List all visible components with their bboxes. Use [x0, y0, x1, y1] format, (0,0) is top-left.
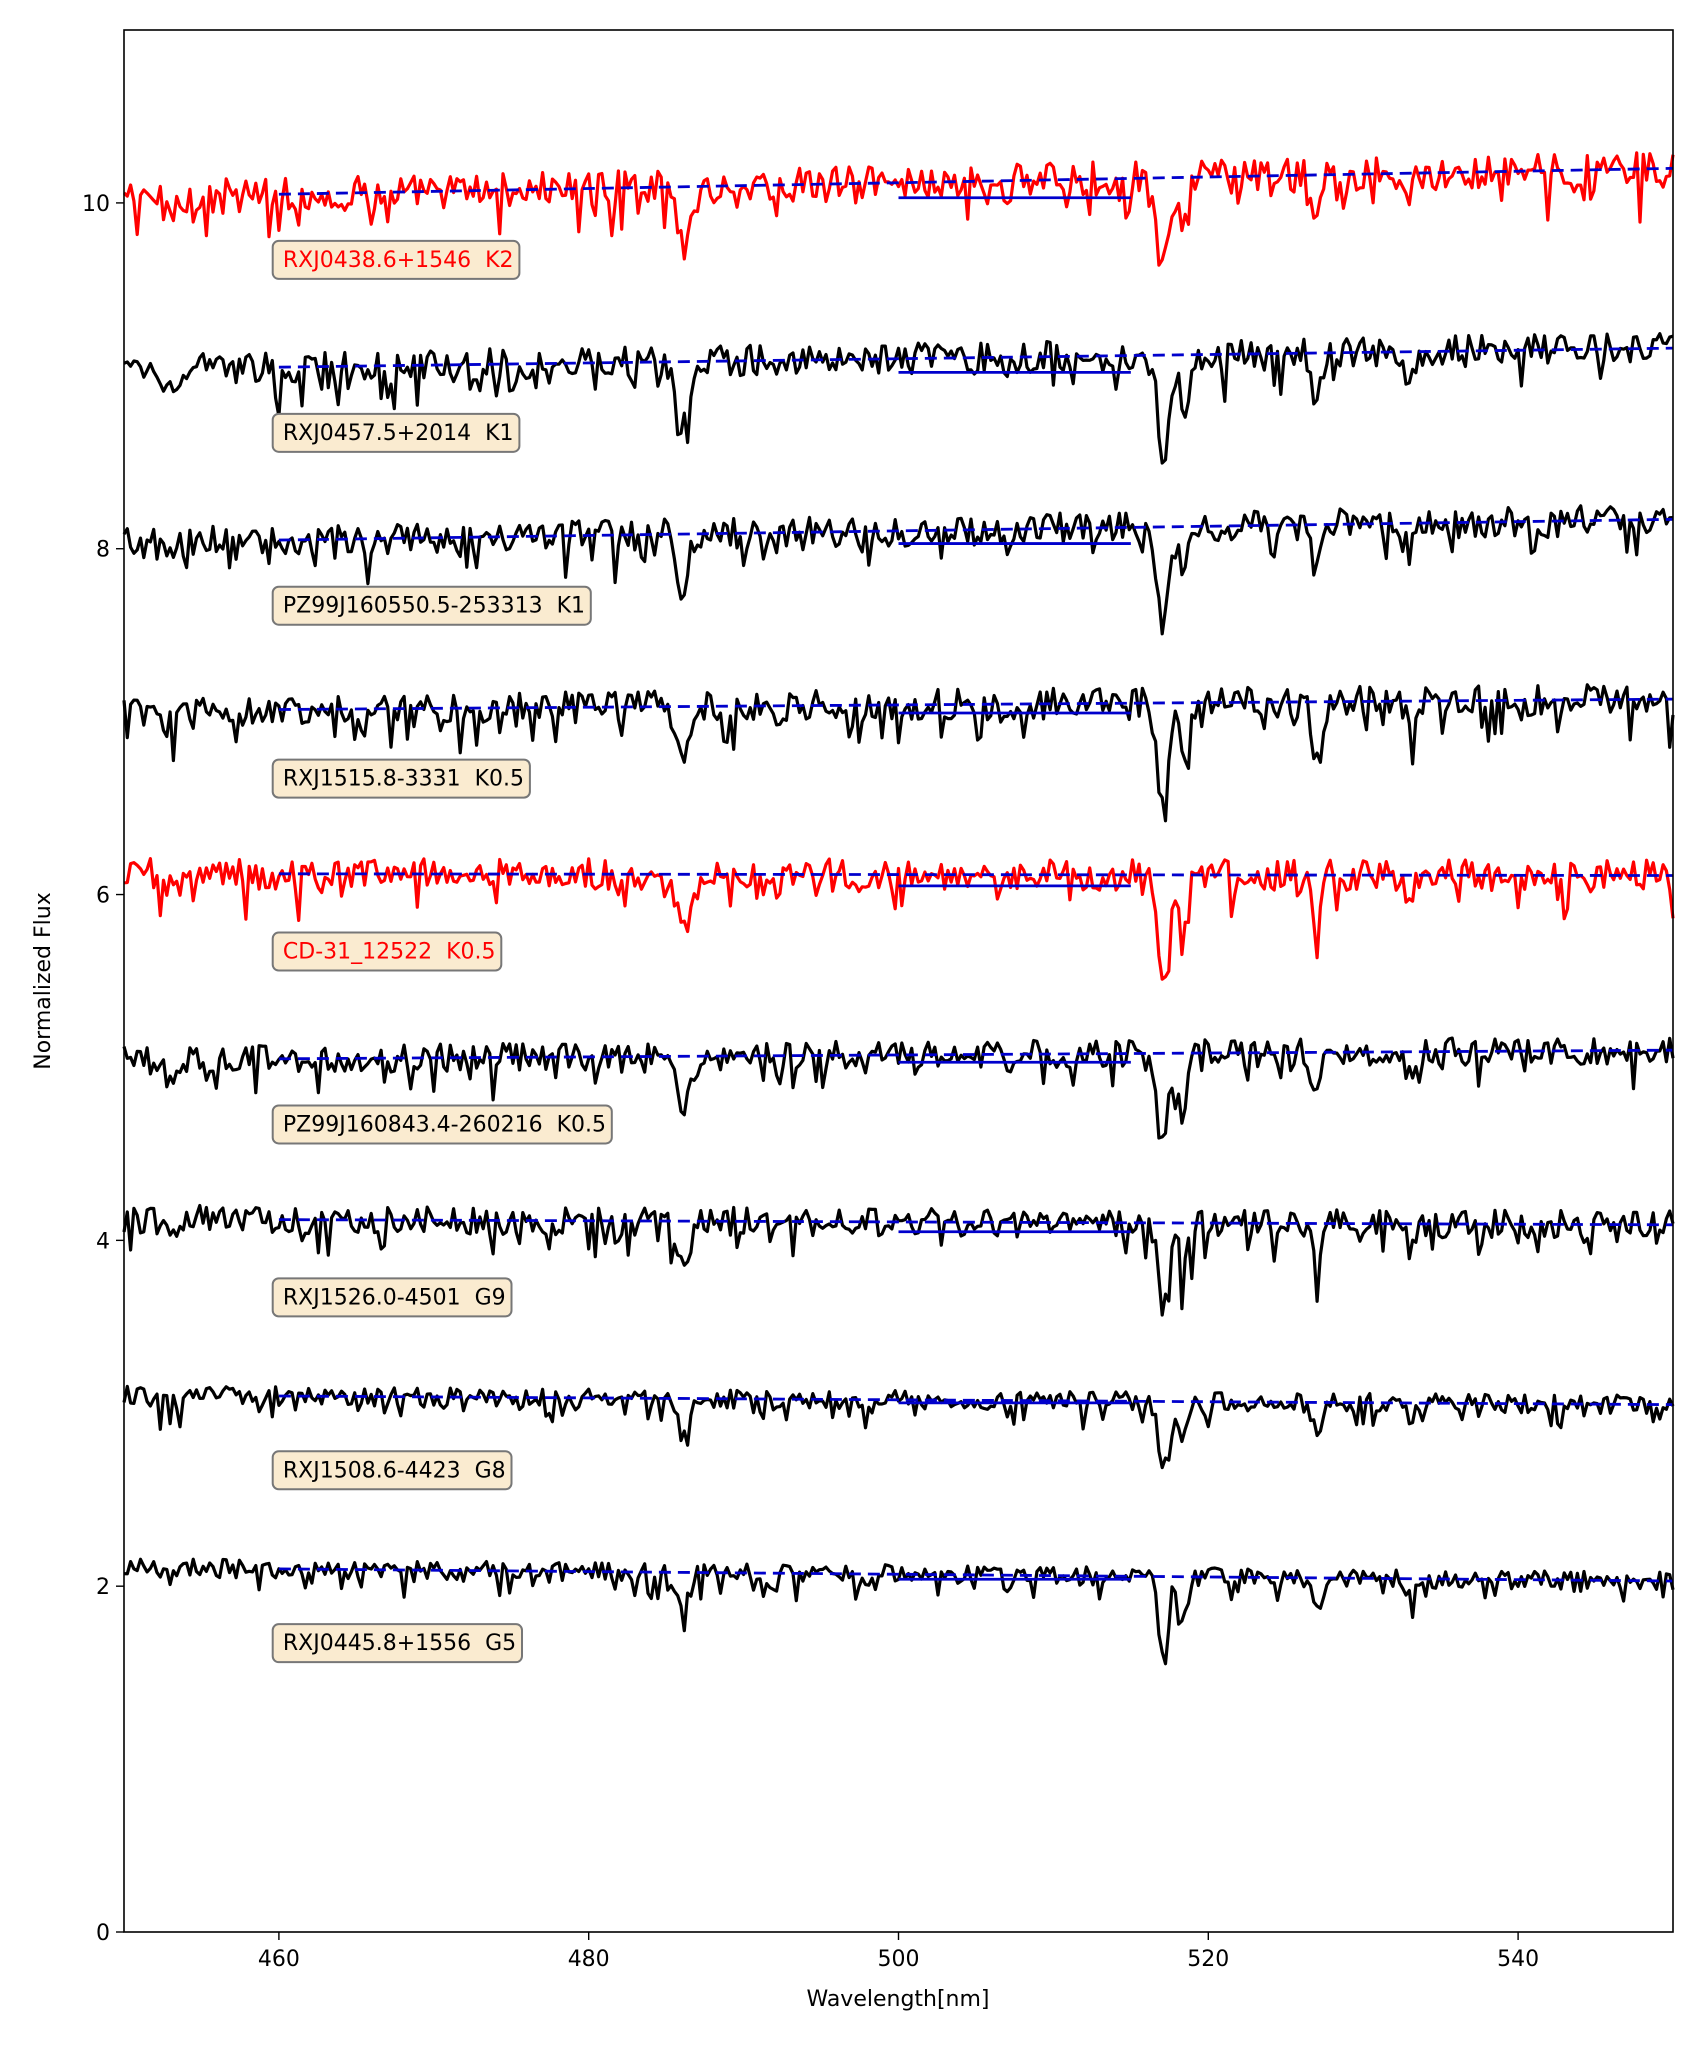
- series-label: [273, 760, 530, 798]
- series-label-text: RXJ0445.8+1556 G5: [282, 1631, 517, 1657]
- x-tick-label: 540: [1497, 1947, 1540, 1972]
- y-tick-label: 2: [96, 1575, 110, 1601]
- series-label-text: PZ99J160550.5-253313 K1: [282, 593, 586, 619]
- series-label: [273, 587, 591, 625]
- x-tick-label: 460: [257, 1947, 300, 1972]
- x-tick-label: 480: [567, 1947, 610, 1972]
- x-tick-label: 500: [877, 1947, 920, 1972]
- y-tick-label: 10: [82, 191, 110, 217]
- y-tick-label: 0: [96, 1921, 110, 1946]
- series-label-text: RXJ1515.8-3331 K0.5: [282, 766, 525, 792]
- series-label: [273, 933, 502, 971]
- y-tick-label: 4: [96, 1229, 110, 1255]
- series-label-text: RXJ0438.6+1546 K2: [282, 247, 514, 273]
- series-label: [273, 1624, 522, 1662]
- y-tick-label: 6: [96, 883, 110, 909]
- x-tick-label: 520: [1187, 1947, 1230, 1972]
- series-label: [273, 1105, 612, 1143]
- series-label: [273, 414, 520, 452]
- x-axis-title: Wavelength[nm]: [806, 1987, 990, 2012]
- series-label-text: PZ99J160843.4-260216 K0.5: [282, 1112, 607, 1138]
- series-label-text: RXJ1508.6-4423 G8: [282, 1458, 506, 1484]
- series-label-text: CD-31_12522 K0.5: [282, 939, 496, 965]
- series-label: [273, 241, 520, 279]
- series-label-text: RXJ0457.5+2014 K1: [282, 420, 514, 446]
- series-label: [273, 1451, 512, 1489]
- series-label: [273, 1278, 512, 1316]
- y-tick-label: 8: [96, 537, 110, 563]
- y-axis-title: Normalized Flux: [31, 892, 56, 1070]
- series-label-text: RXJ1526.0-4501 G9: [282, 1285, 506, 1311]
